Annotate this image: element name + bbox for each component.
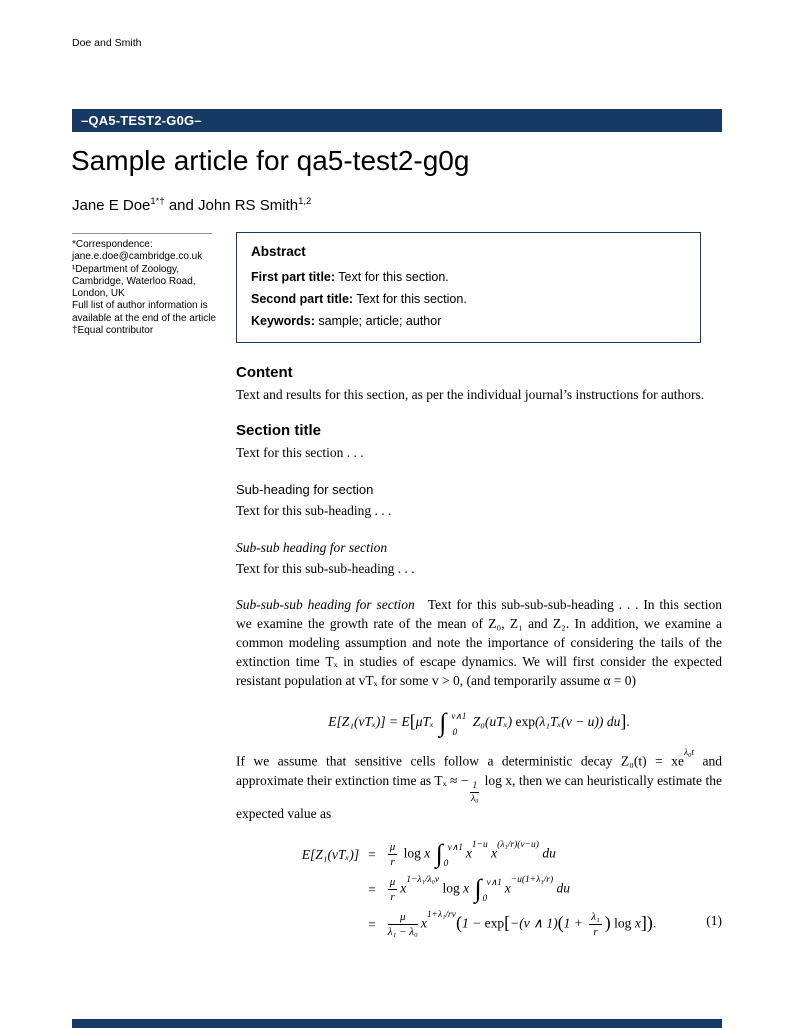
open-bracket: [ [504,912,511,933]
equation-lhs: E[Z₁(vTₓ)] = E [328,714,410,729]
paragraph-text: and approximate their extinction time as Tₓ ≈ − [236,753,722,788]
aligned-equations [236,833,722,946]
exponent: (λ₁/r)(v−u) [497,839,539,850]
sidebar-line-note: Full list of author information is [72,300,208,312]
close-paren: ) [604,912,611,933]
differential: du [542,845,556,861]
inline-fraction [470,781,479,804]
abstract-item [251,314,686,329]
exponent: λ₀t [683,748,694,758]
equation-term: x [463,880,470,896]
abstract-item-text: sample; article; author [314,314,442,328]
equals-sign: = [368,916,376,932]
integral-upper-limit: v∧1 [447,842,463,852]
differential: du [606,714,621,729]
paragraph-run-in [236,595,722,690]
paragraph-sub: Text for this sub-heading . . . [236,503,392,518]
equation-term: x [420,915,427,931]
fraction-numerator: λ₁ [591,910,600,923]
section-heading-title: Section title [236,422,322,439]
equation-rhs [385,911,656,938]
fraction [388,911,418,938]
run-in-heading: Sub-sub-sub heading for section [236,597,415,612]
author-name: Jane E Doe [72,197,151,214]
integral-limits [444,842,463,868]
display-equation [236,704,722,739]
close-paren: ) [646,912,653,933]
equation-lhs: E[Z₁(vTₓ)] [301,846,360,862]
equals-sign: = [368,881,376,897]
fraction [388,841,398,868]
exp-operator: exp [484,915,505,931]
equation-row [302,841,656,868]
paragraph-section: Text for this section . . . [236,445,364,460]
abstract-item [251,270,686,285]
equation-rhs [385,841,656,868]
fraction-denominator: r [390,855,395,868]
differential: du [556,880,570,896]
equation-term: μTₓ [415,714,434,729]
integral-upper-limit: v∧1 [486,877,502,887]
log-operator: log [614,915,632,931]
abstract-item-label: Keywords: [251,314,315,328]
integral-lower-limit: 0 [482,893,488,903]
correspondence-sidebar [72,239,228,337]
integral-sign: ∫ [439,708,447,737]
equation-number: (1) [706,912,722,928]
log-operator: log [442,880,460,896]
equation-row [302,911,656,938]
sidebar-line-affiliation: ¹Department of Zoology, [72,263,180,275]
exponent: 1−u [471,839,488,850]
equation-term: x [504,880,511,896]
authors-line [72,197,311,214]
paragraph-decay [236,749,722,823]
open-paren: ( [557,912,564,933]
fraction-numerator: μ [389,875,396,888]
open-paren: ( [455,912,462,933]
sub-heading: Sub-heading for section [236,482,374,497]
equation-term: −(v ∧ 1) [510,915,558,931]
paragraph-sub-sub: Text for this sub-sub-heading . . . [236,561,415,576]
equation-term: x [634,915,641,931]
article-body [236,364,722,946]
authors-joiner: and [164,197,199,214]
paragraph-text: If we assume that sensitive cells follow a deterministic decay Z₀(t) = xe [236,753,684,769]
integral-lower-limit: 0 [443,858,449,868]
sidebar-line-email: jane.e.doe@cambridge.co.uk [72,251,203,263]
integral-sign: ∫ [435,839,443,869]
equation-term: x [424,845,431,861]
integral-limits [447,711,466,737]
exponent: 1+λ₁/rv [426,909,456,920]
equation-term: x [465,845,472,861]
equation-term: (λ₁Tₓ(v − u)) [534,714,604,729]
running-header: Doe and Smith [72,37,142,49]
fraction [589,911,602,938]
fraction-denominator: λ₁ − λ₀ [387,925,418,938]
equation-rhs [385,876,656,903]
author-name: John RS Smith [198,197,299,214]
fraction-numerator: μ [389,840,396,853]
fraction [388,876,398,903]
equation-lhs-empty [302,876,359,903]
abstract-item [251,292,686,307]
fraction-numerator: μ [388,911,418,925]
article-title: Sample article for qa5-test2-g0g [71,145,470,176]
fraction-denominator: r [390,890,395,903]
author-affiliation-marks: 1,2 [298,196,312,207]
paragraph-text: log x, then we can heuristically estimate the expected value as [236,772,722,821]
equation-term: Z₀(uTₓ) [472,714,513,729]
sidebar-line-affiliation: Cambridge, Waterloo Road, [72,275,196,287]
footer-bar [72,1019,722,1028]
abstract-item-label: First part title: [251,270,336,284]
period: . [626,714,630,729]
abstract-item-text: Text for this section. [353,292,467,306]
period: . [652,915,657,931]
equation-array [302,833,656,946]
sidebar-line-note: available at the end of the article [72,312,216,324]
abstract-item-label: Second part title: [251,292,354,306]
journal-banner [72,109,722,132]
author-affiliation-marks: 1*† [150,196,165,207]
equation-term: x [400,880,407,896]
paragraph-content: Text and results for this section, as per the individual journal’s instructions for authors. [236,387,705,402]
equation-lhs-empty [302,911,359,938]
sidebar-divider [72,233,212,234]
abstract-item-text: Text for this section. [335,270,449,284]
exponent: −u(1+λ₁/r) [510,874,554,885]
integral-sign: ∫ [474,874,482,904]
exponent: 1−λ₁/λ₀v [406,874,440,885]
integral-lower-limit: 0 [452,726,458,737]
banner-text: –QA5-TEST2-G0G– [81,113,202,128]
log-operator: log [403,845,421,861]
open-bracket: [ [409,711,416,731]
sidebar-line-affiliation: London, UK [72,288,125,300]
close-bracket: ] [620,711,627,731]
equation-term: x [491,845,498,861]
equation-term: 1 − [461,915,482,931]
sidebar-line-contributor: †Equal contributor [72,325,154,337]
fraction-denominator: r [593,925,598,938]
integral-upper-limit: v∧1 [451,710,467,721]
equation-term: 1 + [563,915,583,931]
section-heading-content: Content [236,364,293,381]
abstract-box [236,232,701,343]
abstract-heading: Abstract [251,244,306,259]
equation-row [302,876,656,903]
run-in-text: Text for this sub-sub-sub-heading . . . In this section we examine the growth rate of the mean of Z₀, Z₁ and Z₂. In addition, we examine a common modeling assumption and note the importance of considering the tails of the extinction time Tₓ in studies of escape dynamics. We will first consider the expected resistant population at vTₓ for some v > 0, (and temporarily assume α = 0) [236,597,722,688]
fraction-numerator: 1 [472,780,478,791]
close-bracket: ] [640,912,647,933]
integral-limits [483,877,502,903]
fraction-denominator: λ₀ [471,793,479,804]
sidebar-line-correspondence: *Correspondence: [72,239,153,250]
equals-sign: = [368,846,376,862]
exp-operator: exp [515,714,535,729]
sub-sub-heading: Sub-sub heading for section [236,540,388,555]
